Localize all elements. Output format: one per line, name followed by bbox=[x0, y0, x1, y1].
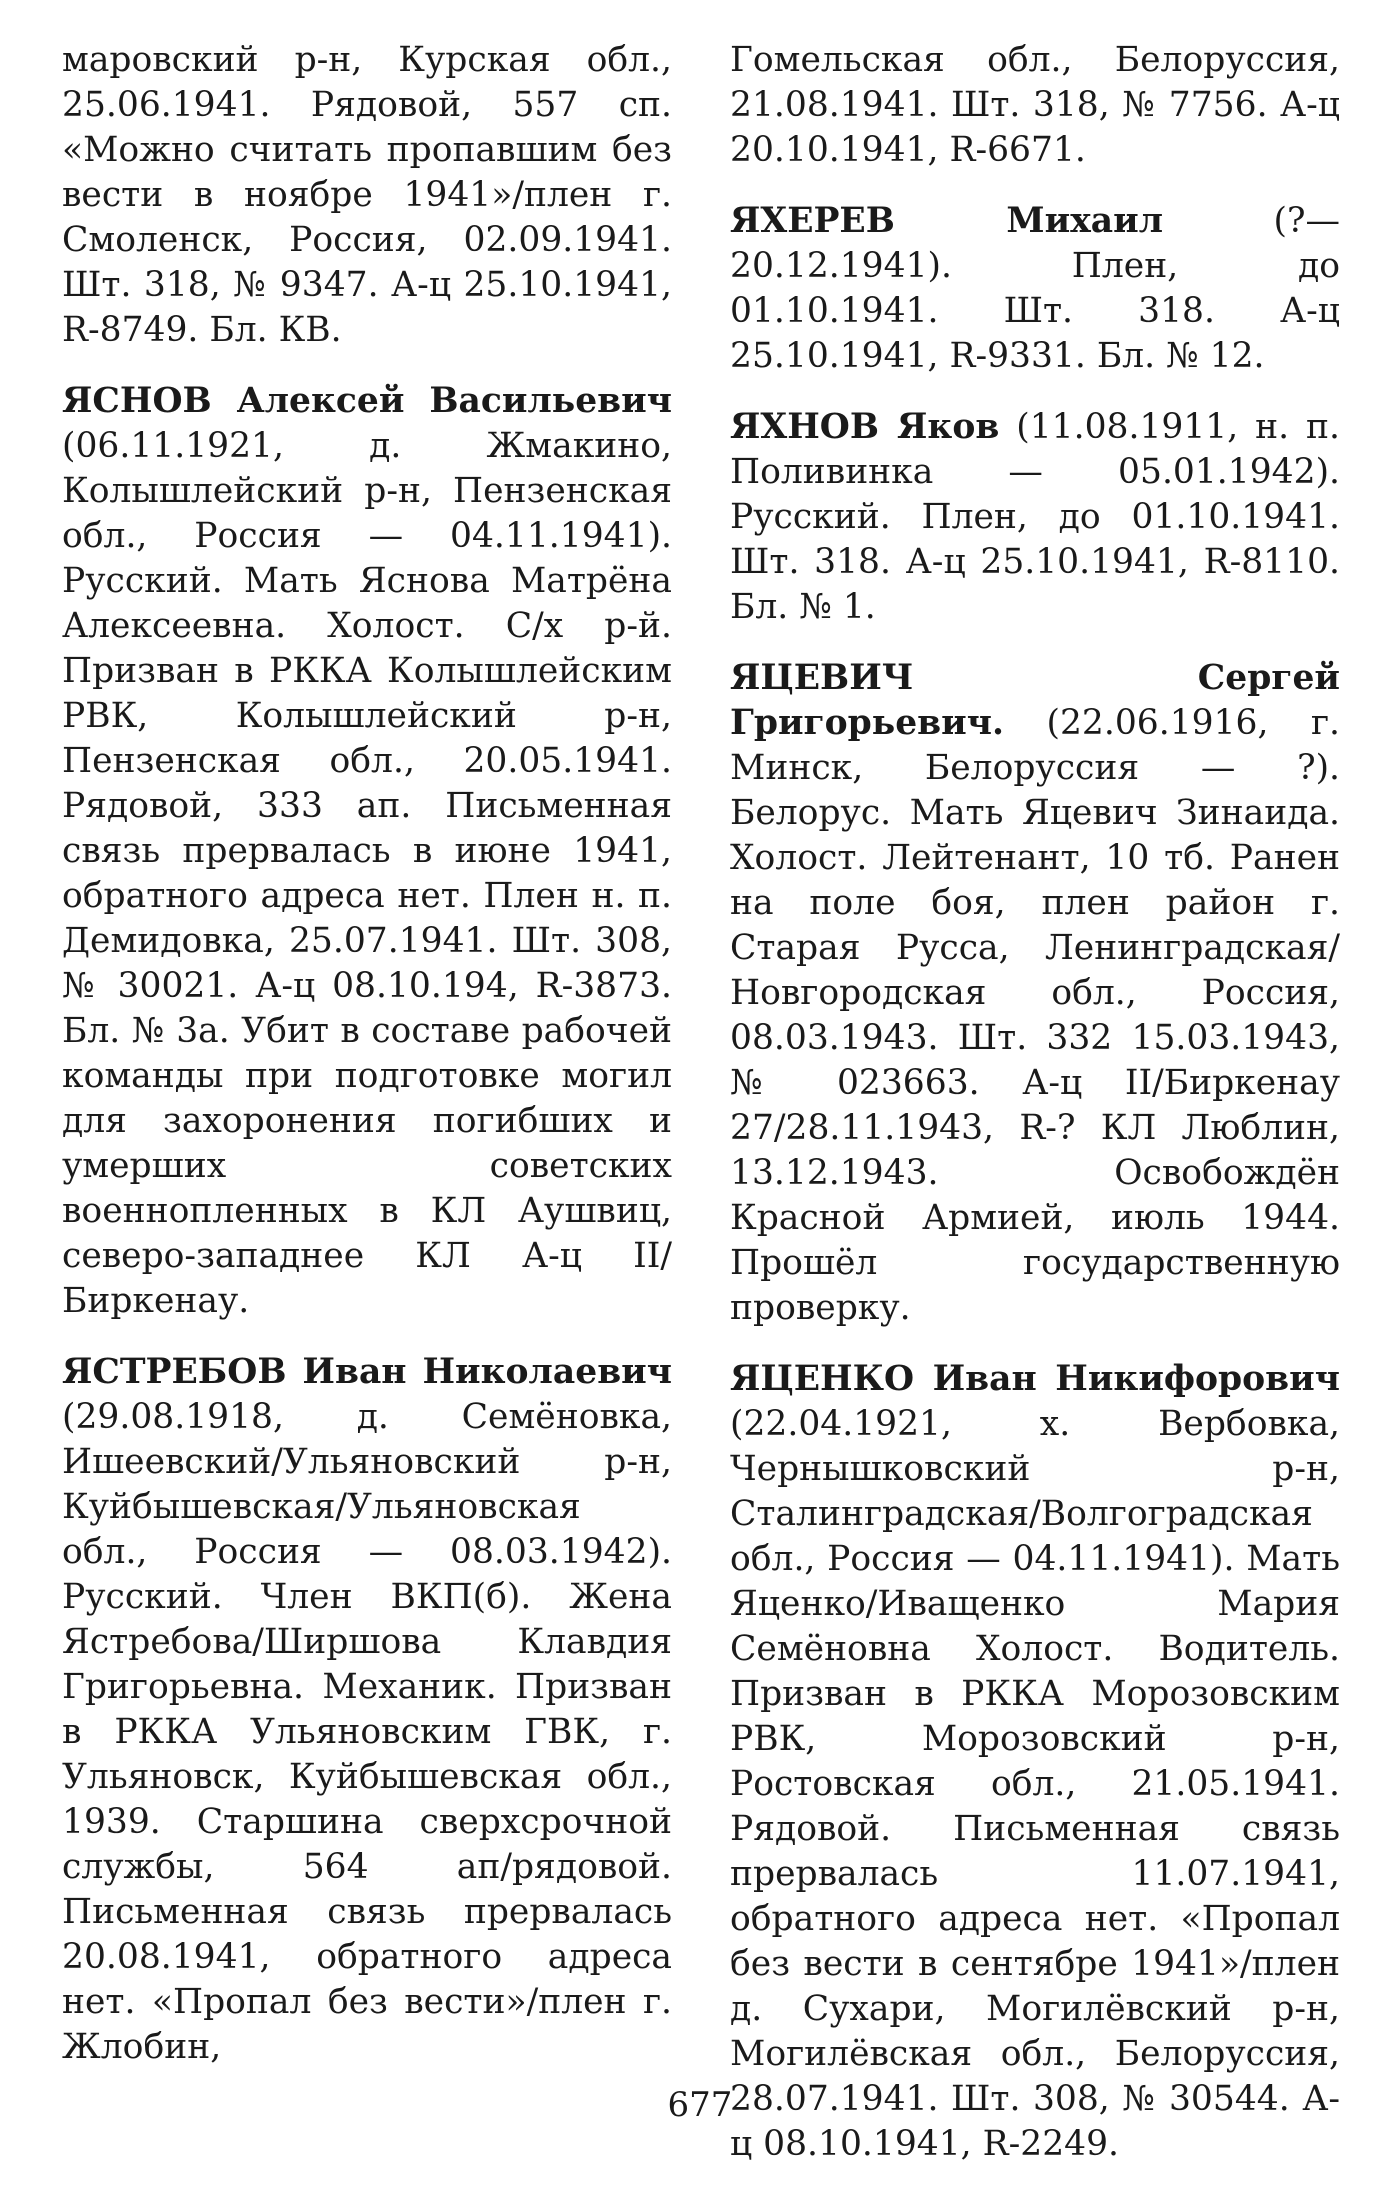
entry-continuation bbox=[730, 38, 1340, 173]
entry-name: ЯЦЕВИЧ Сергей Григорьевич. bbox=[730, 658, 1340, 743]
entry-name: ЯЦЕНКО Иван Никифорович bbox=[730, 1359, 1340, 1399]
entry-yakhnov bbox=[730, 405, 1340, 630]
entry-name: ЯХНОВ Яков bbox=[730, 407, 1000, 447]
entry-yakherev bbox=[730, 199, 1340, 379]
entry-text: (11.08.1911, н. п. Поливинка — 05.01.1942). Русский. Плен, до 01.10.1941. Шт. 318. А-ц 25.10.1941, R-8110. Бл. № 1. bbox=[730, 407, 1340, 627]
entry-name: ЯХЕРЕВ Михаил bbox=[730, 201, 1164, 241]
page-number: 677 bbox=[667, 2085, 733, 2125]
entry-yatsevich bbox=[730, 656, 1340, 1331]
entry-yatsenko bbox=[730, 1357, 1340, 2167]
entry-text: (22.04.1921, х. Вербовка, Чернышковский р-н, Сталинградская/Волгоградская обл., Россия — 04.11.1941). Мать Яценко/Иващенко Мария Семёновна Холост. Водитель. Призван в РККА Морозовским РВК, Морозовский р-н, Ростовская обл., 21.05.1941. Рядовой. Письменная связь прервалась 11.07.1941, обратного адреса нет. «Пропал без вести в сентябре 1941»/плен д. Сухари, Могилёвский р-н, Могилёвская обл., Белоруссия, 28.07.1941. Шт. 308, № 30544. А-ц 08.10.1941, R-2249. bbox=[730, 1404, 1340, 2164]
entry-yastrebov bbox=[62, 1350, 672, 2070]
entry-yasnov bbox=[62, 379, 672, 1324]
entry-continuation bbox=[62, 38, 672, 353]
entry-text: (29.08.1918, д. Семёновка, Ишеевский/Ульяновский р-н, Куйбышевская/Ульяновская обл., Россия — 08.03.1942). Русский. Член ВКП(б). Жена Ястребова/Ширшова Клавдия Григорьевна. Механик. Призван в РККА Ульяновским ГВК, г. Ульяновск, Куйбышевская обл., 1939. Старшина сверхсрочной службы, 564 ап/рядовой. Письменная связь прервалась 20.08.1941, обратного адреса нет. «Пропал без вести»/плен г. Жлобин, bbox=[62, 1397, 672, 2067]
entry-text: маровский р-н, Курская обл., 25.06.1941. Рядовой, 557 сп. «Можно считать пропавшим без вести в ноябре 1941»/плен г. Смоленск, Россия, 02.09.1941. Шт. 318, № 9347. А-ц 25.10.1941, R-8749. Бл. КВ. bbox=[62, 40, 672, 350]
entry-text: Гомельская обл., Белоруссия, 21.08.1941. Шт. 318, № 7756. А-ц 20.10.1941, R-6671. bbox=[730, 40, 1340, 170]
entry-text: (06.11.1921, д. Жмакино, Колышлейский р-н, Пензенская обл., Россия — 04.11.1941). Русский. Мать Яснова Матрёна Алексеевна. Холост. С/х р-й. Призван в РККА Колышлейским РВК, Колышлейский р-н, Пензенская обл., 20.05.1941. Рядовой, 333 ап. Письменная связь прервалась в июне 1941, обратного адреса нет. Плен н. п. Демидовка, 25.07.1941. Шт. 308, № 30021. А-ц 08.10.194, R-3873. Бл. № 3а. Убит в составе рабочей команды при подготовке могил для захоронения погибших и умерших советских военнопленных в КЛ Аушвиц, северо-западнее КЛ А-ц II/Биркенау. bbox=[62, 426, 672, 1321]
entry-name: ЯСНОВ Алексей Васильевич bbox=[62, 381, 672, 421]
left-column bbox=[62, 38, 672, 2096]
right-column bbox=[730, 38, 1340, 2193]
entry-text: (22.06.1916, г. Минск, Белоруссия — ?). Белорус. Мать Яцевич Зинаида. Холост. Лейтенант, 10 тб. Ранен на поле боя, плен район г. Старая Русса, Ленинградская/Новгородская обл., Россия, 08.03.1943. Шт. 332 15.03.1943, № 023663. А-ц II/Биркенау 27/28.11.1943, R-? КЛ Люблин, 13.12.1943. Освобождён Красной Армией, июль 1944. Прошёл государственную проверку. bbox=[730, 703, 1340, 1328]
entry-name: ЯСТРЕБОВ Иван Николаевич bbox=[62, 1352, 672, 1392]
entry-text: (?—20.12.1941). Плен, до 01.10.1941. Шт. 318. А-ц 25.10.1941, R-9331. Бл. № 12. bbox=[730, 201, 1340, 376]
